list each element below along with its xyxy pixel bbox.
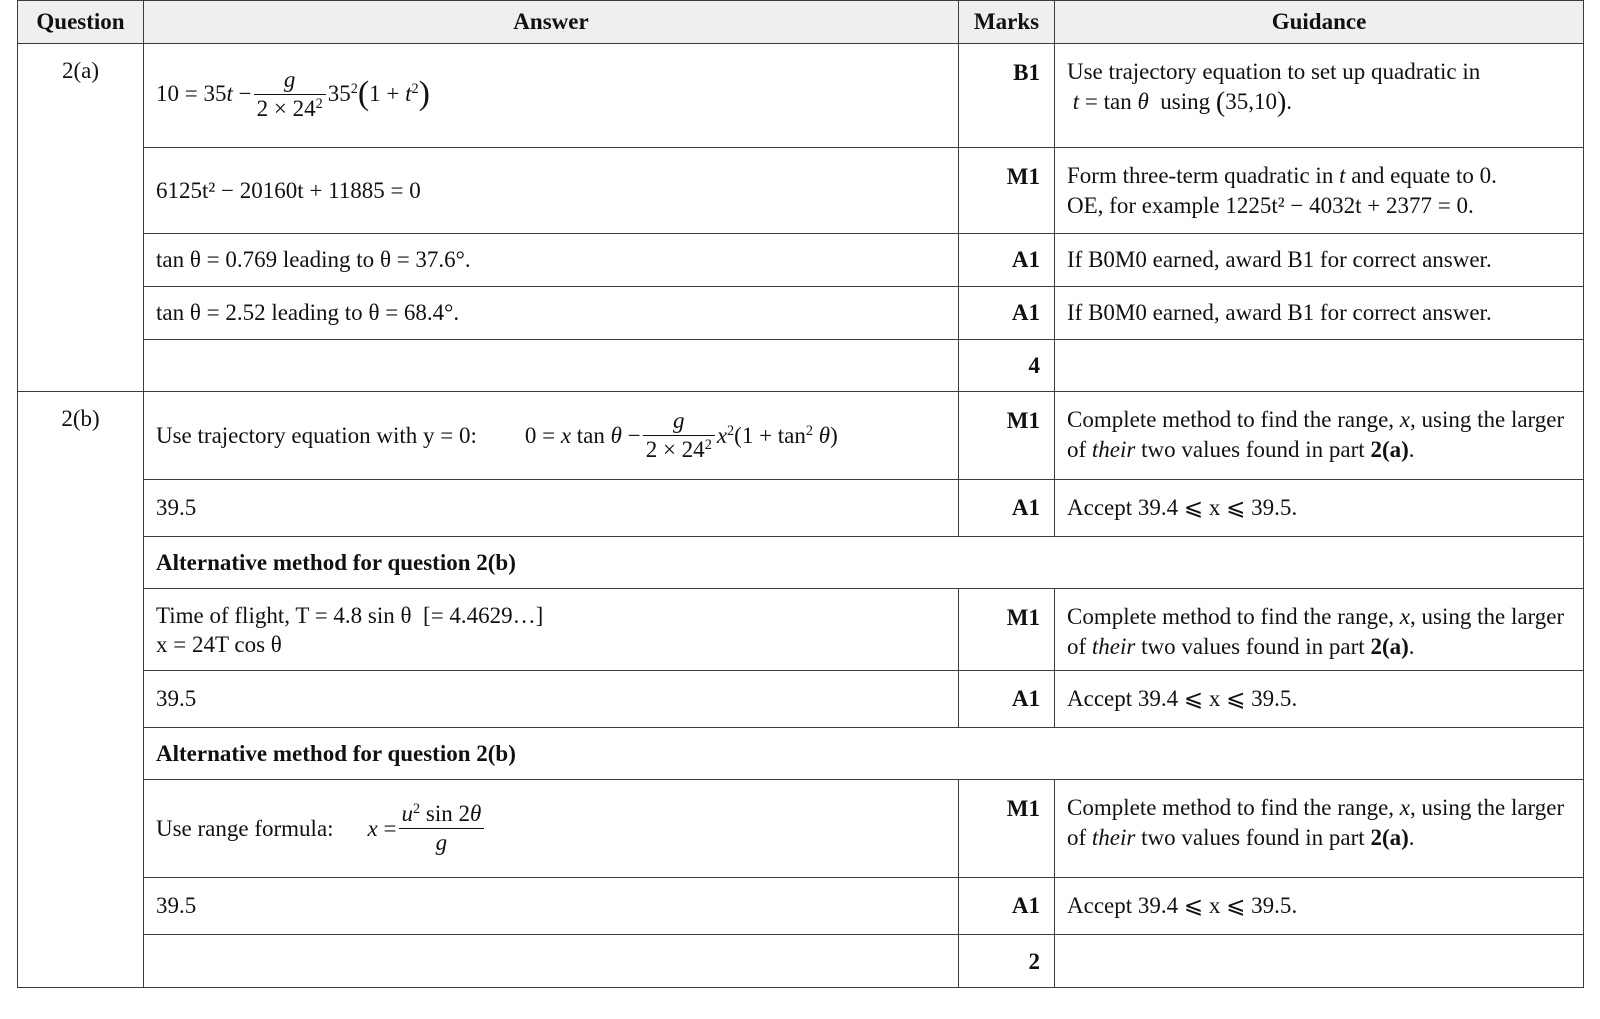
table-row xyxy=(18,878,1584,935)
guidance-cell xyxy=(1055,935,1584,988)
marks-cell: M1 xyxy=(959,589,1055,671)
guidance-reference: 2(a) xyxy=(1370,437,1409,462)
marks-cell: A1 xyxy=(959,480,1055,537)
guidance-cell: Complete method to find the range, x, using the larger of their two values found in part 2(a). xyxy=(1055,780,1584,878)
table-row xyxy=(18,44,1584,148)
answer-text: Use range formula: xyxy=(156,815,334,841)
guidance-cell: Accept 39.4 ⩽ x ⩽ 39.5. xyxy=(1055,480,1584,537)
answer-cell xyxy=(144,148,959,234)
answer-cell xyxy=(144,287,959,340)
answer-cell: 39.5 xyxy=(144,480,959,537)
guidance-text: using xyxy=(1160,89,1211,114)
table-row xyxy=(18,392,1584,480)
guidance-reference: 2(a) xyxy=(1370,634,1409,659)
guidance-text: and equate to 0. xyxy=(1351,163,1497,188)
answer-result: θ = 37.6°. xyxy=(379,247,471,272)
answer-text: tan θ = 2.52 leading to xyxy=(156,300,369,325)
answer-text: Time of flight, xyxy=(156,602,296,628)
guidance-cell: If B0M0 earned, award B1 for correct answer. xyxy=(1055,234,1584,287)
guidance-emphasis: their xyxy=(1091,634,1136,659)
range-formula: Use range formula: x = $\frac{u^2 \sin 2\theta}{g}$ xyxy=(156,801,946,856)
table-row xyxy=(18,589,1584,671)
answer-text: Use trajectory equation with y = 0: xyxy=(156,422,477,448)
table-row xyxy=(18,537,1584,589)
guidance-text: OE, for example 1225t² − 4032t + 2377 = 0. xyxy=(1067,193,1474,218)
marks-cell: A1 xyxy=(959,878,1055,935)
guidance-text: Accept xyxy=(1067,495,1138,520)
header-row xyxy=(18,1,1584,44)
guidance-cell xyxy=(1055,340,1584,392)
answer-equation: T = 4.8 sin θ xyxy=(295,602,412,628)
answer-cell xyxy=(144,392,959,480)
answer-cell: 39.5 xyxy=(144,878,959,935)
marks-cell: M1 xyxy=(959,148,1055,234)
table-row xyxy=(18,234,1584,287)
header-question: Question xyxy=(18,1,144,44)
guidance-cell: If B0M0 earned, award B1 for correct answer. xyxy=(1055,287,1584,340)
guidance-text: two values found in part xyxy=(1135,634,1371,659)
answer-text: tan θ = 0.769 leading to xyxy=(156,247,380,272)
answer-cell: 39.5 xyxy=(144,671,959,728)
guidance-cell: Use trajectory equation to set up quadratic in t = tan θ using (35,10). xyxy=(1055,44,1584,148)
guidance-text: , using the larger of xyxy=(1067,407,1565,462)
quadratic-equation: 6125t² − 20160t + 11885 = 0 xyxy=(156,177,421,203)
marks-cell: A1 xyxy=(959,671,1055,728)
guidance-text: 39.4 ⩽ x ⩽ 39.5 xyxy=(1137,893,1292,918)
total-row xyxy=(18,340,1584,392)
guidance-emphasis: their xyxy=(1091,437,1136,462)
alternative-method-heading: Alternative method for question 2(b) xyxy=(144,537,1584,589)
guidance-text: two values found in part xyxy=(1135,825,1371,850)
marks-cell: B1 xyxy=(959,44,1055,148)
table-row xyxy=(18,728,1584,780)
guidance-cell: Accept 39.4 ⩽ x ⩽ 39.5. xyxy=(1055,671,1584,728)
table-row xyxy=(18,780,1584,878)
guidance-text: 39.4 ⩽ x ⩽ 39.5 xyxy=(1137,686,1292,711)
table-row xyxy=(18,287,1584,340)
trajectory-equation: 10 = 35t − $\frac{g}{2 \times 24^2}$ $35^2$ ( $1 + t^2$ ) xyxy=(156,66,430,121)
mark-scheme-sheet xyxy=(17,0,1583,1012)
question-label-2a: 2(a) xyxy=(18,44,144,392)
marks-cell: M1 xyxy=(959,780,1055,878)
marks-cell: M1 xyxy=(959,392,1055,480)
guidance-text: Accept xyxy=(1067,686,1138,711)
answer-cell xyxy=(144,780,959,878)
guidance-text: Complete method to find the range, xyxy=(1067,407,1400,432)
guidance-cell: Accept 39.4 ⩽ x ⩽ 39.5. xyxy=(1055,878,1584,935)
answer-cell xyxy=(144,340,959,392)
guidance-cell: Form three-term quadratic in t and equate to 0. OE, for example 1225t² − 4032t + 2377 = 0. xyxy=(1055,148,1584,234)
answer-cell xyxy=(144,935,959,988)
table-row xyxy=(18,671,1584,728)
answer-result: θ = 68.4°. xyxy=(368,300,460,325)
alternative-method-heading: Alternative method for question 2(b) xyxy=(144,728,1584,780)
guidance-text: Form three-term quadratic in xyxy=(1067,163,1334,188)
guidance-text: two values found in part xyxy=(1135,437,1371,462)
total-marks-2b: 2 xyxy=(959,935,1055,988)
header-answer: Answer xyxy=(144,1,959,44)
question-label-2b: 2(b) xyxy=(18,392,144,988)
header-marks: Marks xyxy=(959,1,1055,44)
guidance-cell: Complete method to find the range, x, using the larger of their two values found in part 2(a). xyxy=(1055,392,1584,480)
header-guidance: Guidance xyxy=(1055,1,1584,44)
guidance-text: Use trajectory equation to set up quadratic in xyxy=(1067,59,1481,84)
total-marks-2a: 4 xyxy=(959,340,1055,392)
guidance-reference: 2(a) xyxy=(1370,825,1409,850)
range-method-1: Use trajectory equation with y = 0: 0 = x tan θ − $\frac{g}{2 \times 24^2}$ $x^2(1 + \tan^2 \theta)$ xyxy=(156,408,838,462)
guidance-emphasis: their xyxy=(1091,825,1136,850)
guidance-cell: Complete method to find the range, x, using the larger of their two values found in part 2(a). xyxy=(1055,589,1584,671)
answer-cell xyxy=(144,44,959,148)
answer-equation: x = 24T cos θ xyxy=(156,631,282,657)
table-row xyxy=(18,480,1584,537)
total-row xyxy=(18,935,1584,988)
table-row xyxy=(18,148,1584,234)
guidance-text: , using the larger of xyxy=(1067,795,1565,850)
guidance-text: , using the larger of xyxy=(1067,604,1565,659)
guidance-text: Accept xyxy=(1067,893,1138,918)
answer-cell xyxy=(144,589,959,671)
marks-cell: A1 xyxy=(959,234,1055,287)
guidance-text: Complete method to find the range, xyxy=(1067,795,1400,820)
marks-cell: A1 xyxy=(959,287,1055,340)
answer-value: [= 4.4629…] xyxy=(423,602,544,628)
answer-cell xyxy=(144,234,959,287)
mark-scheme-table xyxy=(17,0,1584,988)
guidance-text: 39.4 ⩽ x ⩽ 39.5 xyxy=(1137,495,1292,520)
guidance-text: Complete method to find the range, xyxy=(1067,604,1400,629)
